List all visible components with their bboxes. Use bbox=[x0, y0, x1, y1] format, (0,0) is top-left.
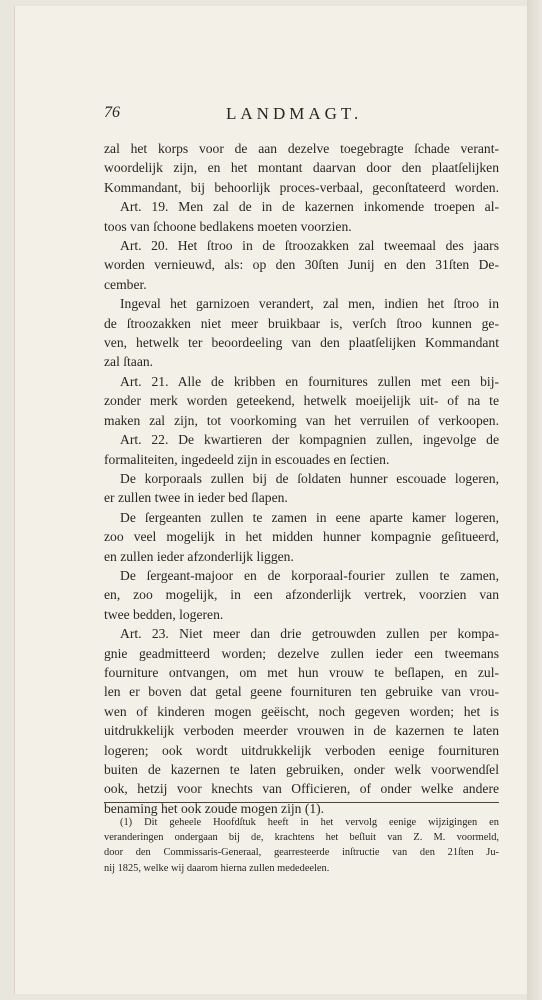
body-text bbox=[104, 139, 499, 818]
text-line: zonder merk worden geteekend, hetwelk moeijelijk uit- of na te bbox=[104, 393, 499, 409]
footnote-line: door den Commissaris-Generaal, gearresteerde inſtructie van den 21ſten Ju- bbox=[104, 847, 499, 859]
article-21-line: Art. 21. Alle de kribben en fournitures zullen met een bij- bbox=[120, 373, 499, 389]
text-line: woordelijk zijn, en het montant daarvan door den plaatſelijken bbox=[104, 160, 499, 176]
text-line: de ſtroozakken niet meer bruikbaar is, verſch ſtroo kunnen ge- bbox=[104, 315, 499, 331]
text-line: buiten de kazernen te laten gebruiken, onder welk voorwendſel bbox=[104, 762, 499, 777]
text-line: en zullen ieder afzonderlijk liggen. bbox=[104, 548, 294, 564]
text-line: en, zoo mogelijk, in een afzonderlijk vertrek, voorzien van bbox=[104, 587, 499, 603]
text-line: cember. bbox=[104, 276, 147, 292]
text-line: De korporaals zullen bij de ſoldaten hunner escouade logeren, bbox=[120, 470, 499, 486]
text-line: len er boven dat getal geene fournituren ten gebruike van vrou- bbox=[104, 684, 499, 700]
footnote-line: veranderingen ondergaan bij de, krachtens het beſluit van Z. M. voormeld, bbox=[104, 832, 499, 844]
text-line: logeren; ook wordt uitdrukkelijk verboden eenige fournituren bbox=[104, 742, 499, 758]
text-line: ven, hetwelk ter beoordeeling van den plaatſelijken Kommandant bbox=[104, 335, 499, 351]
text-line: wen of kinderen mogen geëischt, noch gegeven worden; het is bbox=[104, 703, 499, 719]
article-20-line: Art. 20. Het ſtroo in de ſtroozakken zal tweemaal des jaars bbox=[120, 238, 499, 254]
article-23-line: Art. 23. Niet meer dan drie getrouwden zullen per kompa- bbox=[120, 626, 499, 642]
text-line: fourniture ontvangen, om met hun vrouw te beſlapen, en zul- bbox=[104, 664, 499, 680]
text-line: toos van ſchoone bedlakens moeten voorzien. bbox=[104, 218, 352, 234]
text-line: zoo veel mogelijk in het midden hunner kompagnie geſitueerd, bbox=[104, 529, 499, 545]
article-19-line: Art. 19. Men zal de in de kazernen inkomende troepen al- bbox=[120, 199, 499, 215]
text-line: worden vernieuwd, als: op den 30ſten Junij en den 31ſten De- bbox=[104, 257, 499, 273]
text-line: maken zal zijn, tot voorkoming van het verruilen of verkoopen. bbox=[104, 412, 499, 428]
text-line: twee bedden, logeren. bbox=[104, 606, 224, 622]
footnote-line: nij 1825, welke wij daarom hierna zullen mededeelen. bbox=[104, 862, 330, 874]
page-number: 76 bbox=[104, 104, 120, 121]
page-header bbox=[104, 104, 499, 128]
running-head: LANDMAGT. bbox=[226, 104, 363, 123]
text-line: er zullen twee in ieder bed ſlapen. bbox=[104, 490, 288, 506]
footnote-line: (1) Dit geheele Hoofdſtuk heeft in het vervolg eenige wijzigingen en bbox=[120, 817, 499, 828]
text-line: gnie geadmitteerd worden; dezelve zullen ieder een tweemans bbox=[104, 645, 499, 661]
text-line: ook, hetzij voor knechts van Officieren, of onder welke andere bbox=[104, 781, 499, 797]
text-line: benaming het ook zoude mogen zijn (1). bbox=[104, 800, 325, 816]
text-line: zal ſtaan. bbox=[104, 354, 154, 370]
article-22-line: Art. 22. De kwartieren der kompagnien zullen, ingevolge de bbox=[120, 432, 499, 448]
text-line: Kommandant, bij behoorlijk proces-verbaal, geconſtateerd worden. bbox=[104, 179, 499, 195]
text-line: uitdrukkelijk verboden meerder vrouwen in de kazernen te laten bbox=[104, 723, 499, 739]
text-line: Ingeval het garnizoen verandert, zal men, indien het ſtroo in bbox=[120, 296, 499, 312]
text-line: De ſergeanten zullen te zamen in eene aparte kamer logeren, bbox=[120, 509, 499, 525]
text-line: zal het korps voor de aan dezelve toegebragte ſchade verant- bbox=[104, 141, 499, 156]
text-line: De ſergeant-majoor en de korporaal-fourier zullen te zamen, bbox=[120, 567, 499, 583]
footnote bbox=[104, 815, 499, 876]
text-line: formaliteiten, ingedeeld zijn in escouades en ſectien. bbox=[104, 451, 390, 467]
footnote-divider bbox=[104, 802, 499, 803]
page-gutter bbox=[527, 0, 542, 1000]
